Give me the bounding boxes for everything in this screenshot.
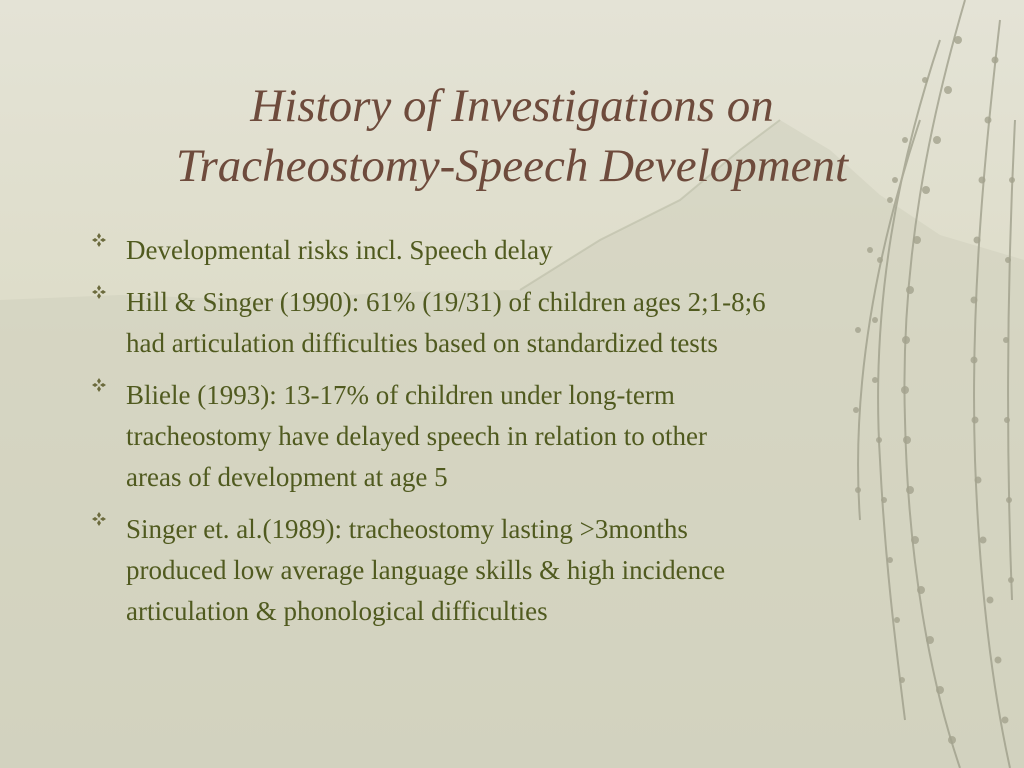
slide-title xyxy=(40,76,984,196)
bullet-item xyxy=(88,230,918,271)
bullet-line: tracheostomy have delayed speech in relation to other xyxy=(126,421,708,451)
bullet-text xyxy=(126,375,918,498)
bullet-text xyxy=(126,282,918,364)
bullet-text xyxy=(126,509,918,632)
bullet-line: produced low average language skills & high incidence xyxy=(126,555,726,585)
bullet-item xyxy=(88,375,918,498)
bullet-item xyxy=(88,509,918,632)
bullet-line: Bliele (1993): 13-17% of children under long-term xyxy=(126,380,675,410)
bullet-line: Singer et. al.(1989): tracheostomy lasting >3months xyxy=(126,514,688,544)
bullet-item xyxy=(88,282,918,364)
bullet-line: articulation & phonological difficulties xyxy=(126,596,548,626)
bullet-text xyxy=(126,230,918,271)
four-diamond-bullet-icon xyxy=(92,378,106,392)
title-line: Tracheostomy-Speech Development xyxy=(175,140,849,192)
four-diamond-bullet-icon xyxy=(92,233,106,247)
bullet-line: Developmental risks incl. Speech delay xyxy=(126,235,553,265)
four-diamond-bullet-icon xyxy=(92,285,106,299)
bullet-line: had articulation difficulties based on standardized tests xyxy=(126,328,718,358)
title-line: History of Investigations on xyxy=(250,80,774,132)
bullet-list xyxy=(88,230,918,643)
bullet-line: areas of development at age 5 xyxy=(126,462,448,492)
bullet-line: Hill & Singer (1990): 61% (19/31) of children ages 2;1-8;6 xyxy=(126,287,766,317)
four-diamond-bullet-icon xyxy=(92,512,106,526)
